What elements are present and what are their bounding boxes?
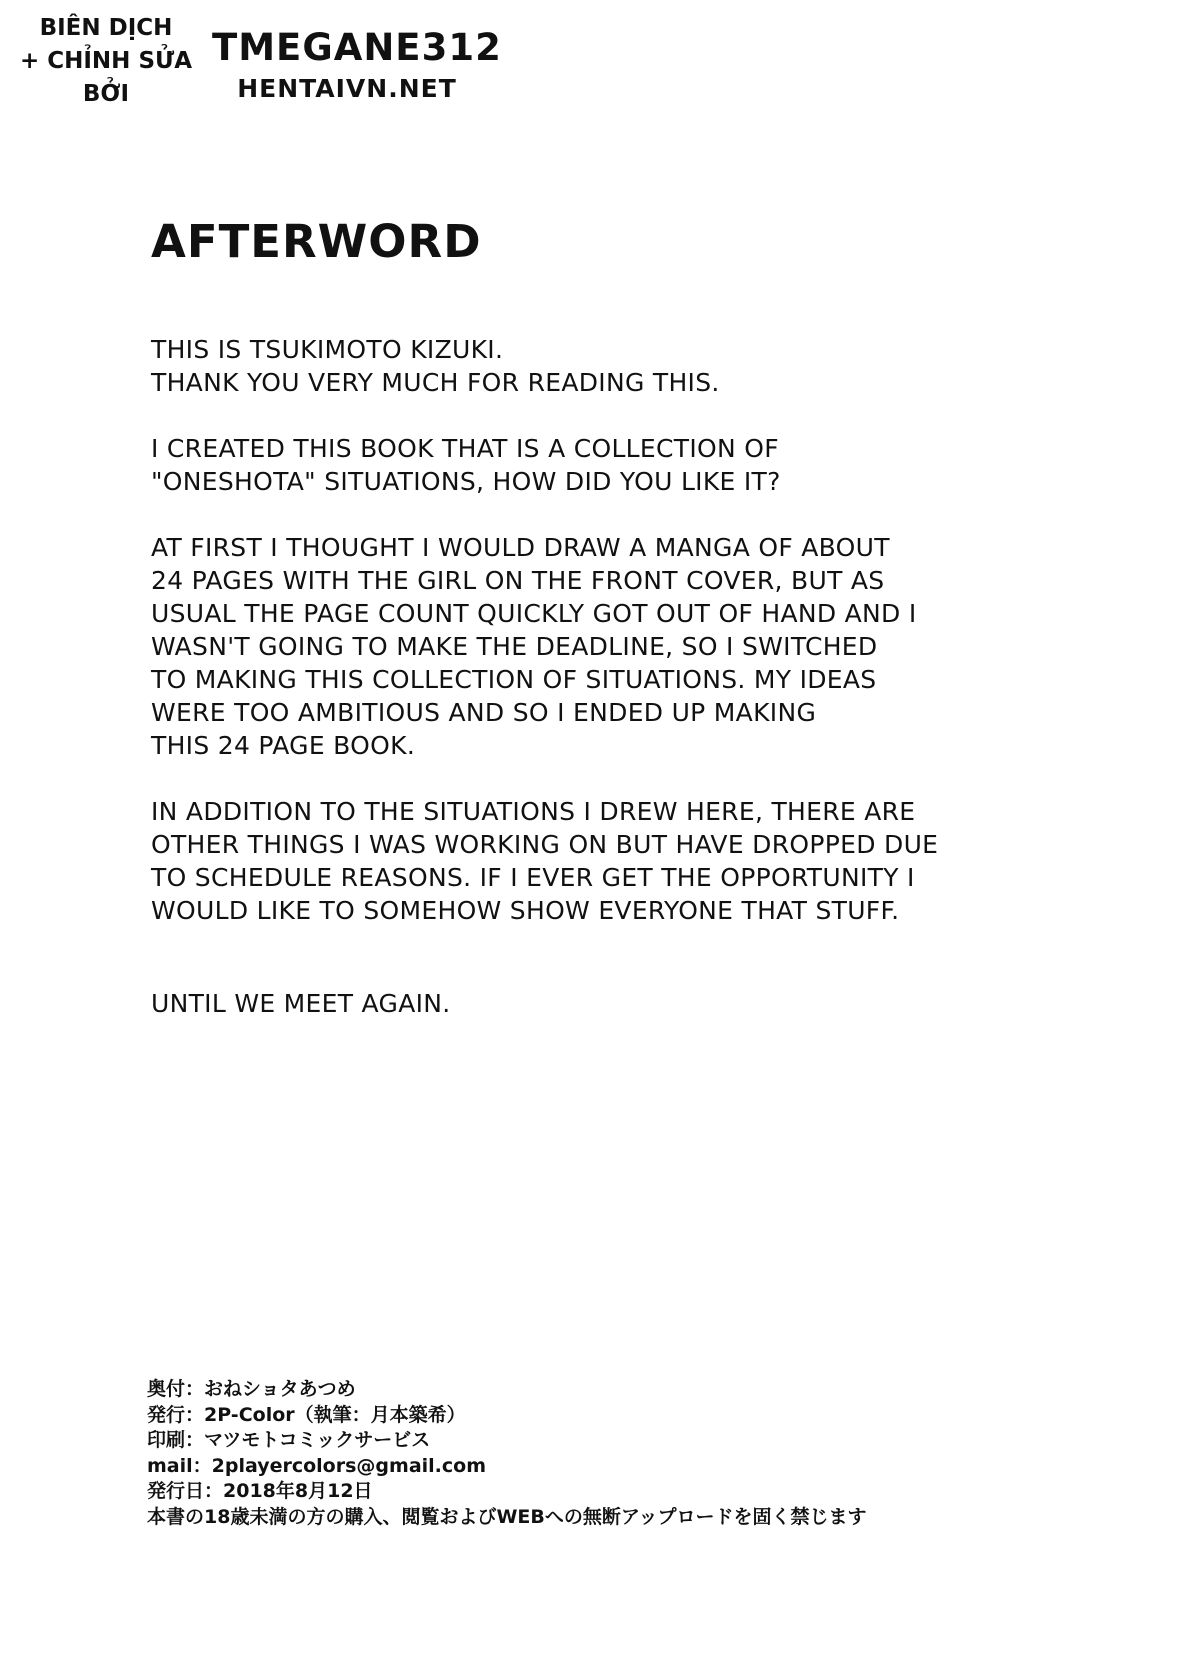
text-line: THIS 24 PAGE BOOK.	[151, 731, 416, 760]
text-line: I CREATED THIS BOOK THAT IS A COLLECTION OF	[151, 434, 779, 463]
text-line: WOULD LIKE TO SOMEHOW SHOW EVERYONE THAT STUFF.	[151, 896, 900, 925]
credit-label-line: BỞI	[82, 81, 130, 107]
colophon-mail-line: mail：2playercolors@gmail.com	[147, 1454, 486, 1477]
afterword-closing	[151, 987, 1051, 1020]
afterword-title: AFTERWORD	[151, 215, 482, 268]
colophon-title-line: 奥付：おねショタあつめ	[147, 1378, 356, 1400]
text-line: THANK YOU VERY MUCH FOR READING THIS.	[151, 368, 720, 397]
text-line: WERE TOO AMBITIOUS AND SO I ENDED UP MAKING	[151, 698, 817, 727]
text-line: TO MAKING THIS COLLECTION OF SITUATIONS. MY IDEAS	[151, 665, 877, 694]
afterword-paragraph	[151, 531, 1051, 762]
text-line: WASN'T GOING TO MAKE THE DEADLINE, SO I SWITCHED	[151, 632, 878, 661]
text-line: TO SCHEDULE REASONS. IF I EVER GET THE OPPORTUNITY I	[151, 863, 915, 892]
colophon-notice-line: 本書の18歳未満の方の購入、閲覧およびWEBへの無断アップロードを固く禁じます	[147, 1505, 867, 1528]
credit-label-line: + CHỈNH SỬA	[19, 48, 193, 74]
text-line: "ONESHOTA" SITUATIONS, HOW DID YOU LIKE IT?	[151, 467, 781, 496]
text-line: UNTIL WE MEET AGAIN.	[151, 989, 451, 1018]
text-line: AT FIRST I THOUGHT I WOULD DRAW A MANGA OF ABOUT	[151, 533, 890, 562]
text-line: IN ADDITION TO THE SITUATIONS I DREW HERE, THERE ARE	[151, 797, 916, 826]
text-line: 24 PAGES WITH THE GIRL ON THE FRONT COVER, BUT AS	[151, 566, 885, 595]
translator-credit	[212, 26, 502, 106]
translation-credit-label	[6, 12, 206, 111]
afterword-paragraph	[151, 795, 1051, 927]
afterword-paragraph	[151, 333, 1051, 399]
translator-site: HENTAIVN.NET	[237, 74, 457, 103]
text-line: THIS IS TSUKIMOTO KIZUKI.	[151, 335, 504, 364]
colophon	[147, 1377, 947, 1530]
text-line: OTHER THINGS I WAS WORKING ON BUT HAVE DROPPED DUE	[151, 830, 939, 859]
translator-name: TMEGANE312	[212, 26, 502, 69]
colophon-date-line: 発行日：2018年8月12日	[147, 1480, 373, 1502]
credit-label-line: BIÊN DỊCH	[39, 15, 173, 41]
text-line: USUAL THE PAGE COUNT QUICKLY GOT OUT OF HAND AND I	[151, 599, 917, 628]
colophon-publisher-line: 発行：2P-Color（執筆：月本築希）	[147, 1403, 466, 1426]
afterword-section	[151, 215, 1051, 1053]
colophon-printer-line: 印刷：マツモトコミックサービス	[147, 1429, 431, 1451]
afterword-paragraph	[151, 432, 1051, 498]
